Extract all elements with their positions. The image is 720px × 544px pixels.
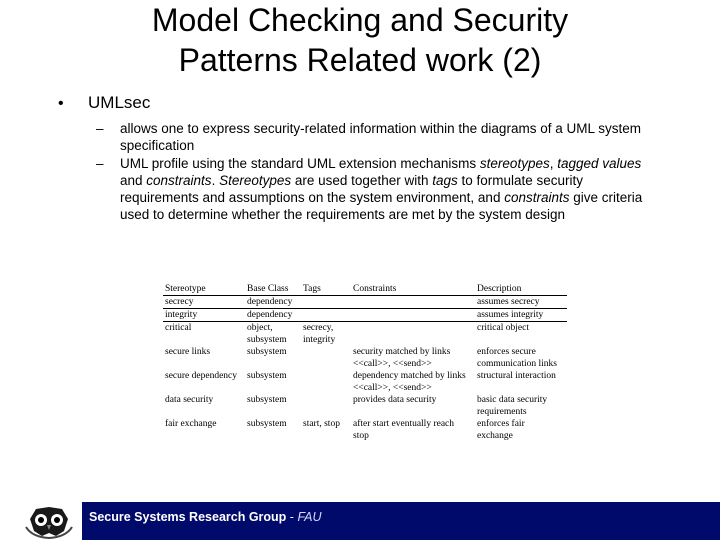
table-cell: <<call>>, <<send>>	[353, 383, 432, 393]
table-cell	[163, 358, 245, 370]
table-cell: integrity	[303, 335, 336, 345]
subbullet-dash: –	[96, 121, 104, 136]
table-header-cell: Description	[475, 283, 567, 296]
table-cell	[301, 346, 351, 358]
table-cell: dependency matched by links	[353, 371, 466, 381]
text-part: ,	[549, 156, 558, 171]
table-cell: basic data security	[477, 395, 548, 405]
table-cell: subsystem	[247, 347, 287, 357]
table-cell: subsystem	[247, 335, 287, 345]
table-cell: subsystem	[247, 395, 287, 405]
table-cell: subsystem	[247, 371, 287, 381]
text-italic: constraints	[504, 190, 570, 205]
title-line-2: Patterns Related work (2)	[178, 42, 542, 78]
table-cell	[351, 406, 475, 418]
footer-fau: FAU	[297, 510, 322, 524]
footer-bar	[82, 502, 720, 540]
stereotype-table	[163, 283, 567, 442]
table-cell: assumes integrity	[475, 309, 567, 322]
table-cell	[351, 296, 475, 309]
table-row	[163, 296, 567, 309]
table-row	[163, 370, 567, 382]
table-row	[163, 394, 567, 406]
text-italic: tagged values	[557, 156, 642, 171]
text-italic: Stereotypes	[219, 173, 292, 188]
table-cell	[301, 309, 351, 322]
text-italic: tags	[432, 173, 458, 188]
table-cell: critical object	[477, 323, 529, 333]
footer-separator: -	[286, 510, 298, 524]
text-part: are used together with	[291, 173, 433, 188]
table-cell	[475, 382, 567, 394]
table-cell: requirements	[477, 407, 527, 417]
slide-title	[60, 0, 660, 80]
table-cell	[301, 394, 351, 406]
subbullet-dash: –	[96, 156, 104, 171]
table-header-cell: Base Class	[245, 283, 301, 296]
table-cell	[301, 382, 351, 394]
text-part: UML profile using the standard UML extension mechanisms	[120, 156, 480, 171]
table-cell: critical	[165, 323, 192, 333]
table-row	[163, 346, 567, 358]
subbullet-text	[120, 155, 660, 223]
table-header-cell: Constraints	[351, 283, 475, 296]
table-cell: integrity	[163, 309, 245, 322]
text-italic: stereotypes	[479, 156, 550, 171]
title-line-1: Model Checking and Security	[151, 2, 569, 38]
table-cell	[301, 406, 351, 418]
table-cell	[245, 430, 301, 442]
table-cell	[163, 334, 245, 346]
table-cell: stop	[353, 431, 369, 441]
table-cell: dependency	[245, 296, 301, 309]
table-cell: secure links	[165, 347, 211, 357]
text-part: to formulate security requirements and assumptions on the system environment, and	[120, 173, 584, 205]
table-cell	[163, 382, 245, 394]
footer-group-name: Secure Systems Research Group	[89, 510, 287, 524]
table-cell	[245, 382, 301, 394]
text-italic: constraints	[146, 173, 212, 188]
table-cell	[351, 309, 475, 322]
table-row	[163, 382, 567, 394]
table-cell: data security	[165, 395, 214, 405]
text-part: give criteria used to determine whether the requirements are met by the system design	[120, 190, 643, 222]
table-cell	[245, 358, 301, 370]
subbullet-text: allows one to express security-related information within the diagrams of a UML system specification	[120, 121, 641, 153]
table-cell: enforces secure	[477, 347, 536, 357]
table-row	[163, 309, 567, 322]
table-cell: <<call>>, <<send>>	[353, 359, 432, 369]
table-cell: structural interaction	[477, 371, 556, 381]
table-cell	[163, 430, 245, 442]
table-row	[163, 322, 567, 335]
table-cell: security matched by links	[353, 347, 451, 357]
table-cell: secrecy,	[303, 323, 334, 333]
table-cell	[301, 430, 351, 442]
table-cell: subsystem	[247, 419, 287, 429]
table-cell	[351, 322, 475, 335]
table-cell: fair exchange	[165, 419, 217, 429]
table-cell	[475, 334, 567, 346]
owl-logo-icon	[22, 503, 76, 539]
table-cell: enforces fair	[477, 419, 525, 429]
table-cell	[301, 370, 351, 382]
table-cell	[301, 296, 351, 309]
bullet-text: UMLsec	[88, 93, 151, 112]
text-part: and	[120, 173, 147, 188]
stereotype-table-body	[163, 283, 567, 442]
table-cell: secrecy	[163, 296, 245, 309]
table-row	[163, 418, 567, 430]
table-cell	[351, 334, 475, 346]
bullet-marker: •	[58, 95, 64, 112]
table-cell: exchange	[477, 431, 513, 441]
table-cell: provides data security	[353, 395, 437, 405]
table-header-row	[163, 283, 567, 296]
table-cell: communication links	[477, 359, 557, 369]
text-part: .	[211, 173, 220, 188]
table-cell	[163, 406, 245, 418]
table-row	[163, 334, 567, 346]
table-header-cell: Tags	[301, 283, 351, 296]
table-cell: dependency	[245, 309, 301, 322]
table-header-cell: Stereotype	[163, 283, 245, 296]
table-cell: assumes secrecy	[475, 296, 567, 309]
table-cell: object,	[247, 323, 273, 333]
footer-text	[89, 510, 322, 524]
table-cell: secure dependency	[165, 371, 238, 381]
table-cell: after start eventually reach	[353, 419, 455, 429]
table-row	[163, 430, 567, 442]
table-row	[163, 406, 567, 418]
table-cell: start, stop	[303, 419, 340, 429]
table-cell	[301, 358, 351, 370]
table-row	[163, 358, 567, 370]
table-cell	[245, 406, 301, 418]
